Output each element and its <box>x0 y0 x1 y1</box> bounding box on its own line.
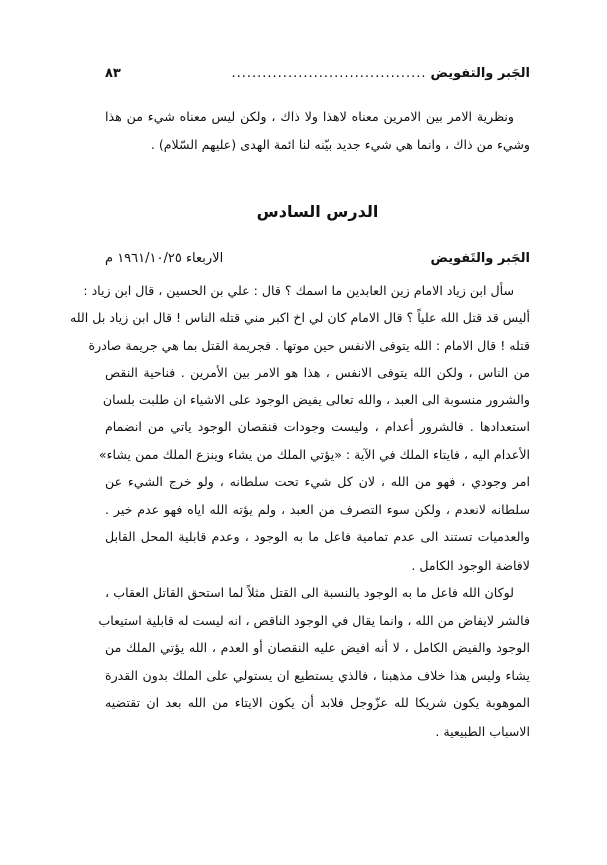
lesson-title: الدرس السادس <box>256 202 379 221</box>
lesson-subheader <box>105 251 530 266</box>
text-line: من الناس ، ولكن الله يتوفى الانفس ، هذا هو الامر بين الأمرين . فناحية النقص <box>105 365 530 380</box>
text-line: وشيء من ذاك ، وانما هي شيء جديد بيّنه لنا ائمة الهدى (عليهم السّلام) . <box>150 137 530 152</box>
text-line: الوجود والفيض الكامل ، لا أنه افيض عليه النقصان أو العدم ، الله يؤتي الملك من <box>105 640 530 655</box>
text-line: فالشر لايفاض من الله ، وانما يقال في الوجود الناقص ، انه ليست له قابلية استيعاب <box>98 613 530 628</box>
running-title: الجَبر والتفويض <box>430 66 530 81</box>
running-header <box>105 66 530 81</box>
text-line: امر وجودي ، فهو من الله ، لان كل شيء تحت سلطانه ، ولو خرج الشيء عن <box>105 474 530 489</box>
text-line: يشاء وليس هذا خلاف مذهبنا ، فالذي يستطيع ان يستولي على الملك بدون القدرة <box>105 668 530 683</box>
text-line: لافاضة الوجود الكامل . <box>411 558 530 573</box>
text-line: الموهوبة يكون شريكا لله عزّوجل فلابد أن يكون الايتاء من الله بعد ان تقتضيه <box>105 695 530 710</box>
text-line: استعدادها . فالشرور أعدام ، وليست وجودات فنقصان الوجود ياتي من انضمام <box>105 419 530 434</box>
lesson-date: الاربعاء ١٩٦١/١٠/٢٥ م <box>105 251 224 266</box>
text-line: أليس قد قتل الله علياً ؟ قال الامام كان لي اخ اكبر مني قتله الناس ! قال ابن زياد بل الله <box>70 310 530 325</box>
text-line: الاسباب الطبيعية . <box>435 724 530 739</box>
text-line: والشرور منسوبة الى العبد ، والله تعالى يفيض الوجود على الاشياء ان طلبت بلسان <box>102 392 530 407</box>
leader-dots: ...................................... <box>231 66 427 81</box>
text-line: سأل ابن زياد الامام زين العابدين ما اسمك ؟ قال : علي بن الحسين ، قال ابن زياد : <box>83 283 514 298</box>
text-line: سلطانه لانعدم ، ولكن سوء التصرف من العبد ، ولم يؤته الله اياه فهو عدم خير . <box>105 502 530 517</box>
lesson-topic: الجَبر والتَفويض <box>430 251 530 266</box>
text-line: والعدميات تستند الى عدم تمامية فاعل ما به الوجود ، وعدم قابلية المحل القابل <box>105 529 530 544</box>
text-line: ونظرية الامر بين الامرين معناه لاهذا ولا ذاك ، ولكن ليس معناه شيء من هذا <box>105 109 514 124</box>
page-number: ٨٣ <box>105 66 121 81</box>
text-line: الأعدام اليه ، فايتاء الملك في الآية : «يؤتي الملك من يشاء وينزع الملك ممن يشاء» <box>98 447 530 462</box>
text-line: لوكان الله فاعل ما به الوجود بالنسبة الى القتل مثلاً لما استحق القاتل العقاب ، <box>105 585 514 600</box>
text-line: قتله ! قال الامام : الله يتوفى الانفس حين موتها . فجريمة القتل بما هي جريمة صادرة <box>88 338 530 353</box>
